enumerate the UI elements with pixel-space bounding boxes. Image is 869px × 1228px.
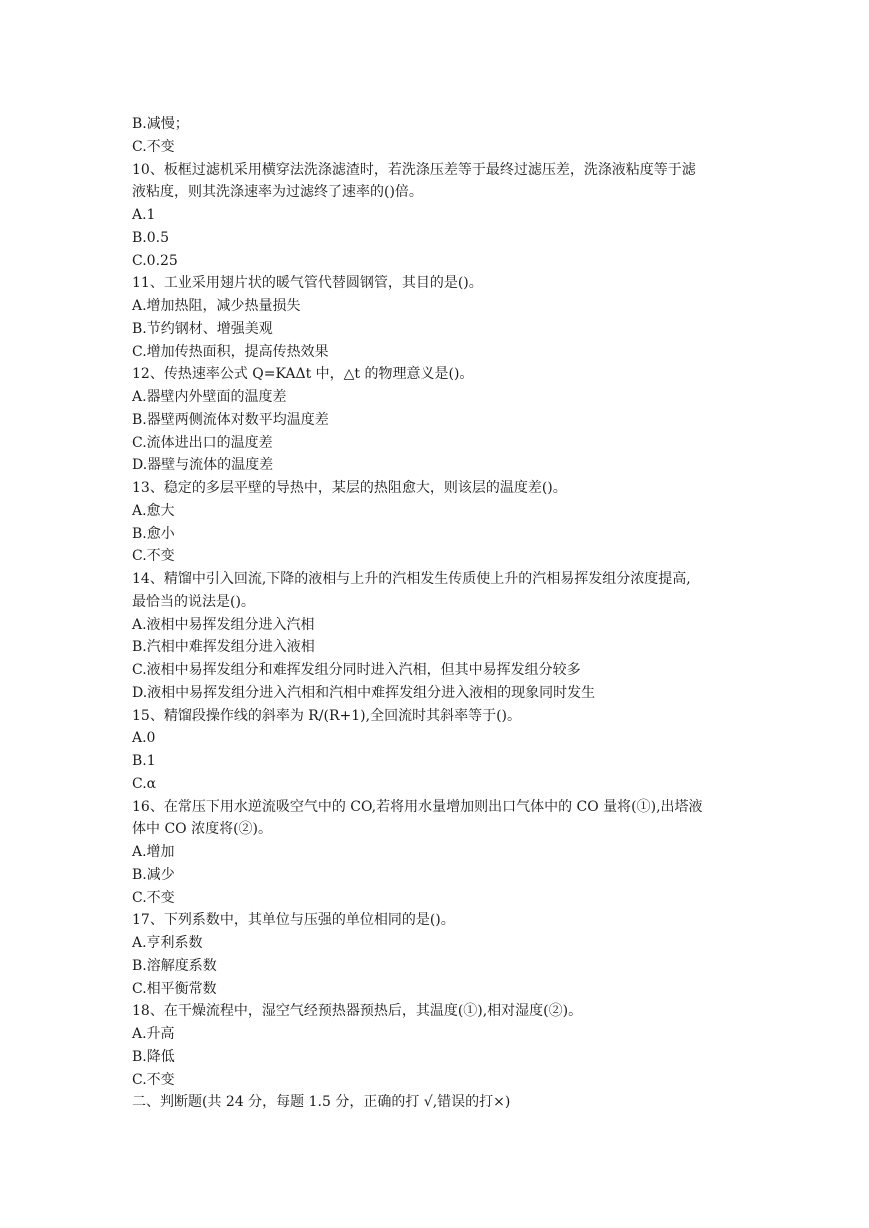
question-line: 15、精馏段操作线的斜率为 R/(R+1),全回流时其斜率等于()。 [132, 707, 521, 724]
option-line: A.器壁内外壁面的温度差 [132, 389, 287, 405]
option-line: D.液相中易挥发组分进入汽相和汽相中难挥发组分进入液相的现象同时发生 [132, 684, 596, 701]
option-line: C.不变 [132, 1071, 175, 1088]
option-line: C.α [132, 775, 157, 792]
option-line: A.增加热阻，减少热量损失 [132, 298, 301, 314]
option-line: B.减少 [132, 866, 175, 883]
option-line: B.器壁两侧流体对数平均温度差 [132, 411, 329, 428]
document-body [132, 113, 742, 1114]
option-line: A.液相中易挥发组分进入汽相 [132, 616, 315, 633]
option-line: B.减慢； [132, 116, 189, 132]
option-line: A.亨利系数 [132, 935, 203, 951]
section-heading: 二、判断题(共 24 分，每题 1.5 分，正确的打 √,错误的打×) [132, 1094, 511, 1111]
option-line: C.流体进出口的温度差 [132, 434, 273, 451]
option-line: B.溶解度系数 [132, 957, 217, 974]
question-line: 17、下列系数中，其单位与压强的单位相同的是()。 [132, 912, 455, 929]
question-line: 14、精馏中引入回流,下降的液相与上升的汽相发生传质使上升的汽相易挥发组分浓度提高, [132, 571, 691, 587]
question-line: 最恰当的说法是()。 [132, 593, 255, 610]
option-line: A.增加 [132, 844, 175, 860]
question-line: 10、板框过滤机采用横穿法洗涤滤渣时，若洗涤压差等于最终过滤压差，洗涤液粘度等于滤 [132, 161, 696, 178]
option-line: A.1 [132, 207, 156, 223]
option-line: C.液相中易挥发组分和难挥发组分同时进入汽相，但其中易挥发组分较多 [132, 662, 581, 678]
option-line: B.节约钢材、增强美观 [132, 320, 273, 337]
option-line: B.汽相中难挥发组分进入液相 [132, 639, 315, 656]
option-line: C.不变 [132, 138, 175, 155]
option-line: C.0.25 [132, 252, 178, 269]
option-line: D.器壁与流体的温度差 [132, 457, 274, 474]
question-line: 12、传热速率公式 Q=KAΔt 中，△t 的物理意义是()。 [132, 366, 474, 383]
option-line: C.不变 [132, 889, 175, 906]
option-line: A.升高 [132, 1026, 175, 1042]
question-line: 11、工业采用翅片状的暖气管代替圆钢管，其目的是()。 [132, 275, 483, 292]
option-line: A.0 [132, 730, 156, 747]
option-line: B.0.5 [132, 229, 170, 246]
option-line: C.增加传热面积，提高传热效果 [132, 343, 329, 360]
option-line: C.不变 [132, 548, 175, 565]
question-line: 体中 CO 浓度将(②)。 [132, 821, 273, 838]
option-line: B.愈小 [132, 525, 175, 542]
question-line: 13、稳定的多层平壁的导热中，某层的热阻愈大，则该层的温度差()。 [132, 480, 567, 496]
option-line: C.相平衡常数 [132, 980, 217, 997]
option-line: B.1 [132, 753, 156, 769]
question-line: 液粘度，则其洗涤速率为过滤终了速率的()倍。 [132, 184, 423, 201]
option-line: A.愈大 [132, 502, 175, 519]
question-line: 18、在干燥流程中，湿空气经预热器预热后，其温度(①),相对湿度(②)。 [132, 1003, 583, 1020]
question-line: 16、在常压下用水逆流吸空气中的 CO,若将用水量增加则出口气体中的 CO 量将(①),出塔液 [132, 798, 703, 815]
option-line: B.降低 [132, 1048, 175, 1065]
